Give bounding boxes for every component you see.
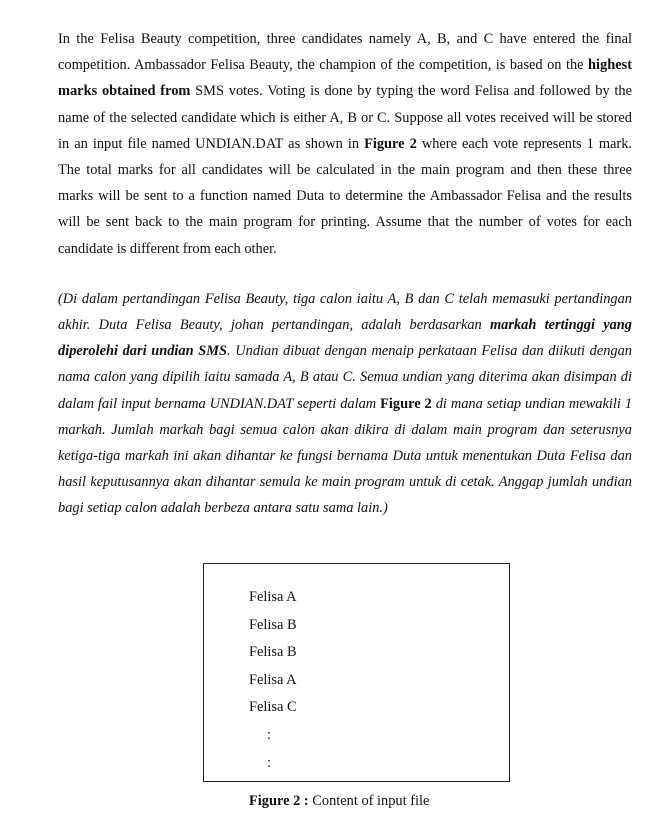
file-line-continuation: :: [267, 726, 271, 743]
bold-text: highest marks obtained from: [58, 57, 632, 100]
question-paragraph-malay: [58, 286, 632, 522]
file-line: Felisa A: [249, 671, 297, 688]
text-run: . Undian dibuat dengan menaip perkataan Felisa dan diikuti dengan nama calon yang dipilih iaitu samada A, B atau C. Semua undian yang diterima akan disimpan di dalam fail input bernama UNDIAN.DAT seperti dalam: [58, 343, 632, 412]
file-line: Felisa A: [249, 589, 297, 605]
text-run: (Di dalam pertandingan Felisa Beauty, tiga calon iaitu A, B dan C telah memasuki pertandingan akhir. Duta Felisa Beauty, johan pertandingan, adalah berdasarkan: [58, 290, 632, 334]
file-line: Felisa B: [249, 644, 297, 661]
figure-reference: Figure 2: [380, 395, 432, 412]
figure-label: Figure 2: [249, 793, 301, 809]
file-lines: [249, 584, 297, 777]
figure-separator: :: [300, 793, 313, 809]
bold-text: markah tertinggi yang diperolehi dari undian SMS: [58, 317, 632, 360]
question-text: [58, 26, 632, 522]
text-run: In the Felisa Beauty competition, three candidates namely A, B, and C have entered the final competition. Ambassador Felisa Beauty, the champion of the competition, is based on the: [58, 31, 632, 74]
text-run: SMS votes. Voting is done by typing the word Felisa and followed by the name of the selected candidate which is either A, B or C. Suppose all votes received will be stored in an input file named UNDIAN.DAT as shown in: [58, 83, 632, 152]
question-paragraph-english: [58, 26, 632, 262]
input-file-content-box: [203, 563, 510, 782]
file-line: Felisa B: [249, 616, 297, 633]
file-line-continuation: :: [267, 754, 271, 771]
text-run: di mana setiap undian mewakili 1 markah. Jumlah markah bagi semua calon akan dikira di dalam main program dan seterusnya ketiga-tiga markah ini akan dihantar ke fungsi bernama Duta untuk menentukan Duta Felisa dan hasil keputusannya akan dihantar semula ke main program untuk di cetak. Anggap jumlah undian bagi setiap calon adalah berbeza antara satu sama lain.): [58, 395, 633, 517]
figure-caption: [249, 793, 429, 810]
figure-caption-text: Content of input file: [312, 793, 430, 809]
file-line: Felisa C: [249, 699, 297, 716]
text-run: where each vote represents 1 mark. The total marks for all candidates will be calculated in the main program and then these three marks will be sent to a function named Duta to determine the Ambassador Felisa and the results will be sent back to the main program for printing. Assume that the number of votes for each candidate is different from each other.: [58, 135, 632, 257]
figure-reference: Figure 2: [364, 135, 417, 152]
